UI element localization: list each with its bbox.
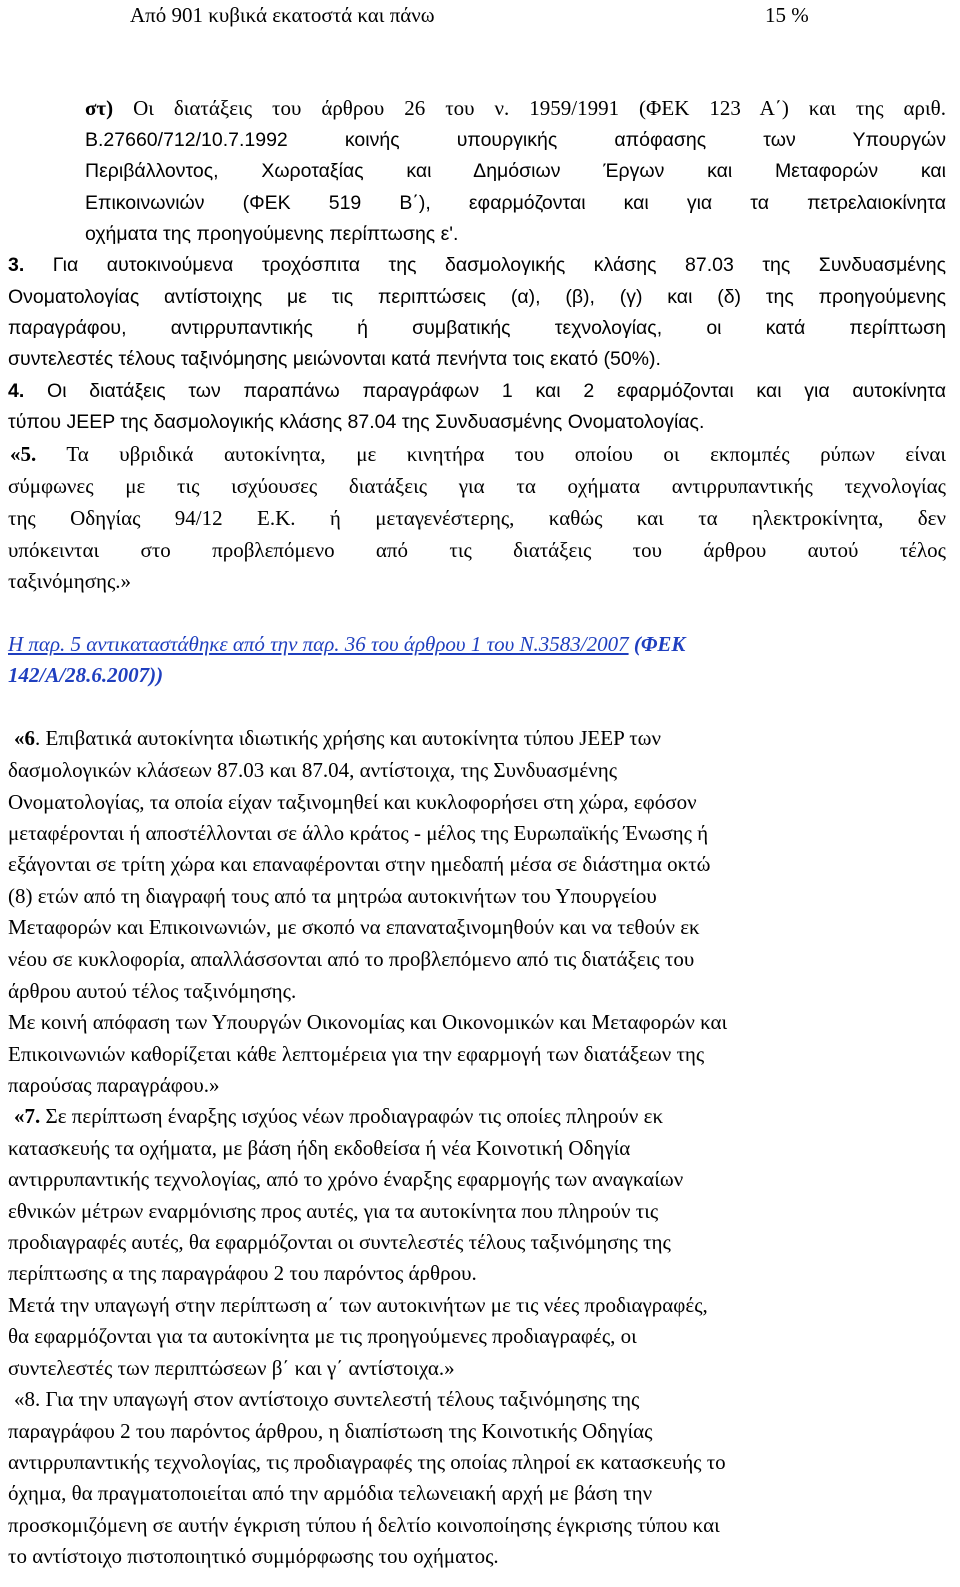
paragraph-4-line-2: τύπου JEEP της δασμολογικής κλάσης 87.04 της Συνδυασμένης Ονοματολογίας. <box>8 411 705 433</box>
paragraph-4-line-1: 4. Οι διατάξεις των παραπάνω παραγράφων 1 και 2 εφαρμόζονται και για αυτοκίνητα <box>8 380 946 402</box>
rate-row-value: 15 % <box>765 3 809 27</box>
paragraph-6-line-12: παρούσας παραγράφου.» <box>8 1073 220 1097</box>
paragraph-3-line-4: συντελεστές τέλους ταξινόμησης μειώνονται κατά πενήντα τοις εκατό (50%). <box>8 348 661 370</box>
paragraph-7-line-1: «7. Σε περίπτωση έναρξης ισχύος νέων προδιαγραφών τις οποίες πληρούν εκ <box>14 1104 664 1128</box>
paragraph-7-line-9: συντελεστές των περιπτώσεων β΄ και γ΄ αντίστοιχα.» <box>8 1356 455 1380</box>
paragraph-st-marker: στ) <box>85 96 114 120</box>
paragraph-6-line-8: νέου σε κυκλοφορία, απαλλάσσονται από το προβλεπόμενο από τις διατάξεις του <box>8 947 695 971</box>
paragraph-5-line-4: υπόκεινται στο προβλεπόμενο από τις διατάξεις του άρθρου αυτού τέλος <box>8 538 946 562</box>
amendment-gazette-ref: (ΦΕΚ <box>633 632 686 656</box>
paragraph-6-line-9: άρθρου αυτού τέλος ταξινόμησης. <box>8 979 297 1003</box>
rate-row-label: Από 901 κυβικά εκατοστά και πάνω <box>130 3 435 27</box>
paragraph-7-line-3: αντιρρυπαντικής τεχνολογίας, από το χρόνο έναρξης εφαρμογής των αναγκαίων <box>8 1167 684 1191</box>
paragraph-7-line-4: εθνικών μέτρων εναρμόνισης προς αυτές, για τα αυτοκίνητα που πληρούν τις <box>8 1199 659 1223</box>
paragraph-6-line-2: δασμολογικών κλάσεων 87.03 και 87.04, αντίστοιχα, της Συνδυασμένης <box>8 758 618 782</box>
paragraph-8-line-5: προσκομιζόμενη σε αυτήν έγκριση τύπου ή δελτίο κοινοποίησης έγκρισης τύπου και <box>8 1513 720 1537</box>
paragraph-6-line-4: μεταφέρονται ή αποστέλλονται σε άλλο κράτος - μέλος της Ευρωπαϊκής Ένωσης ή <box>8 821 709 845</box>
paragraph-5-line-5: ταξινόμησης.» <box>8 569 132 593</box>
paragraph-5-marker: «5. <box>10 442 37 466</box>
paragraph-6-line-3: Ονοματολογίας, τα οποία είχαν ταξινομηθεί και κυκλοφορήσει στη χώρα, εφόσον <box>8 790 697 814</box>
paragraph-8-line-1: «8. Για την υπαγωγή στον αντίστοιχο συντελεστή τέλους ταξινόμησης της <box>14 1387 640 1411</box>
paragraph-3-marker: 3. <box>8 254 25 276</box>
amendment-reference-link[interactable]: Η παρ. 5 αντικαταστάθηκε από την παρ. 36 του άρθρου 1 του Ν.3583/2007 <box>8 632 629 656</box>
paragraph-st-line-2: Β.27660/712/10.7.1992 κοινής υπουργικής απόφασης των Υπουργών <box>85 129 946 151</box>
paragraph-6-marker: «6 <box>14 726 35 750</box>
paragraph-6-line-1: «6. Επιβατικά αυτοκίνητα ιδιωτικής χρήσης και αυτοκίνητα τύπου JEEP των <box>14 726 661 750</box>
paragraph-7-line-7: Μετά την υπαγωγή στην περίπτωση α΄ των αυτοκινήτων με τις νέες προδιαγραφές, <box>8 1293 708 1317</box>
paragraph-6-line-10: Με κοινή απόφαση των Υπουργών Οικονομίας και Οικονομικών και Μεταφορών και <box>8 1010 728 1034</box>
amendment-note-line-1 <box>8 629 685 660</box>
paragraph-3-line-3: παραγράφου, αντιρρυπαντικής ή συμβατικής τεχνολογίας, οι κατά περίπτωση <box>8 317 946 339</box>
paragraph-6-line-7: Μεταφορών και Επικοινωνιών, με σκοπό να επαναταξινομηθούν και να τεθούν εκ <box>8 915 700 939</box>
paragraph-8-line-4: όχημα, θα πραγματοποιείται από την αρμόδια τελωνειακή αρχή με βάση την <box>8 1481 653 1505</box>
paragraph-st-line-3: Περιβάλλοντος, Χωροταξίας και Δημόσιων Έργων και Μεταφορών και <box>85 160 946 182</box>
paragraph-3-line-2: Ονοματολογίας αντίστοιχης με τις περιπτώσεις (α), (β), (γ) και (δ) της προηγούμενης <box>8 286 946 308</box>
paragraph-7-line-6: περίπτωσης α της παραγράφου 2 του παρόντος άρθρου. <box>8 1261 477 1285</box>
paragraph-5-line-3: της Οδηγίας 94/12 Ε.Κ. ή μεταγενέστερης, καθώς και τα ηλεκτροκίνητα, δεν <box>8 506 946 530</box>
paragraph-7-line-2: κατασκευής τα οχήματα, με βάση ήδη εκδοθείσα ή νέα Κοινοτική Οδηγία <box>8 1136 631 1160</box>
paragraph-6-line-11: Επικοινωνιών καθορίζεται κάθε λεπτομέρεια για την εφαρμογή των διατάξεων της <box>8 1042 705 1066</box>
paragraph-6-line-5: εξάγονται σε τρίτη χώρα και επαναφέρονται στην ημεδαπή μέσα σε διάστημα οκτώ <box>8 852 711 876</box>
paragraph-4-marker: 4. <box>8 380 25 402</box>
paragraph-5-line-1: «5. Τα υβριδικά αυτοκίνητα, με κινητήρα του οποίου οι εκπομπές ρύπων είναι <box>10 442 946 466</box>
paragraph-8-line-3: αντιρρυπαντικής τεχνολογίας, τις προδιαγραφές της οποίας πληροί εκ κατασκευής το <box>8 1450 726 1474</box>
paragraph-st-line-1: στ) Οι διατάξεις του άρθρου 26 του ν. 1959/1991 (ΦΕΚ 123 Α΄) και της αριθ. <box>85 96 946 120</box>
amendment-gazette-date: 142/Α/28.6.2007)) <box>8 663 164 687</box>
paragraph-7-line-5: προδιαγραφές αυτές, θα εφαρμόζονται οι συντελεστές τέλους ταξινόμησης της <box>8 1230 671 1254</box>
paragraph-3-line-1: 3. Για αυτοκινούμενα τροχόσπιτα της δασμολογικής κλάσης 87.03 της Συνδυασμένης <box>8 254 946 276</box>
paragraph-st-line-5: οχήματα της προηγούμενης περίπτωσης ε'. <box>85 223 459 245</box>
paragraph-7-line-8: θα εφαρμόζονται για τα αυτοκίνητα με τις προηγούμενες προδιαγραφές, οι <box>8 1324 637 1348</box>
paragraph-8-line-2: παραγράφου 2 του παρόντος άρθρου, η διαπίστωση της Κοινοτικής Οδηγίας <box>8 1419 653 1443</box>
paragraph-7-marker: «7. <box>14 1104 41 1128</box>
paragraph-st-line-4: Επικοινωνιών (ΦΕΚ 519 Β΄), εφαρμόζονται και για τα πετρελαιοκίνητα <box>85 192 946 214</box>
paragraph-8-line-6: το αντίστοιχο πιστοποιητικό συμμόρφωσης του οχήματος. <box>8 1544 499 1568</box>
paragraph-6-line-6: (8) ετών από τη διαγραφή τους από τα μητρώα αυτοκινήτων του Υπουργείου <box>8 884 657 908</box>
paragraph-5-line-2: σύμφωνες με τις ισχύουσες διατάξεις για τα οχήματα αντιρρυπαντικής τεχνολογίας <box>8 474 946 498</box>
